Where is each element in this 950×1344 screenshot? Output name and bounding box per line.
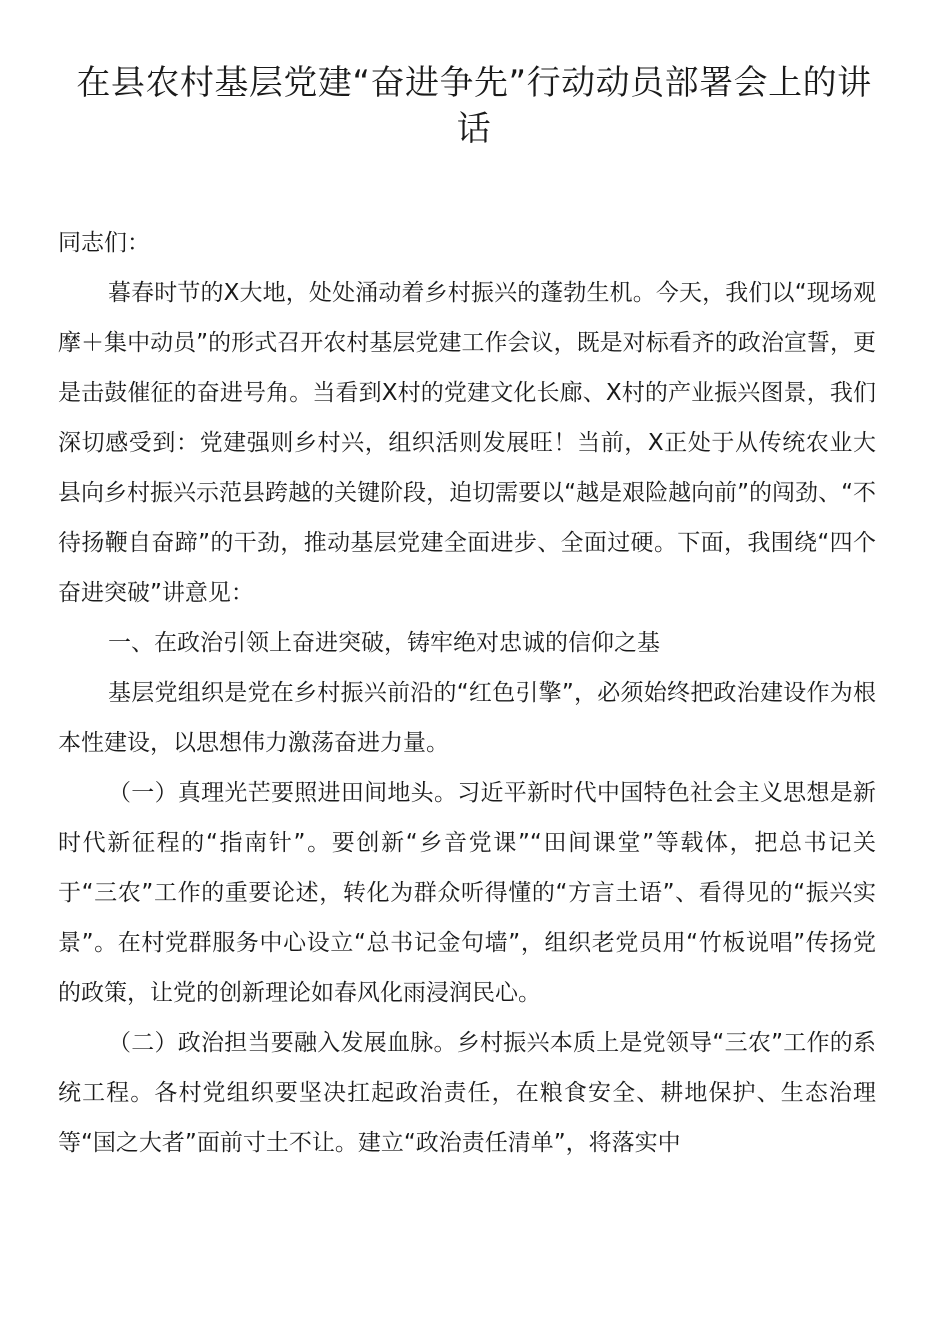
body-paragraph: 基层党组织是党在乡村振兴前沿的“红色引擎”，必须始终把政治建设作为根本性建设，以思想伟力激荡奋进力量。 <box>58 680 876 756</box>
document-title: 在县农村基层党建“奋进争先”行动动员部署会上的讲话 <box>76 63 872 149</box>
section-heading: 一、在政治引领上奋进突破，铸牢绝对忠诚的信仰之基 <box>108 630 660 656</box>
body-paragraph: （一）真理光芒要照进田间地头。习近平新时代中国特色社会主义思想是新时代新征程的“指南针”。要创新“乡音党课”“田间课堂”等载体，把总书记关于“三农”工作的重要论述，转化为群众听得懂的“方言土语”、看得见的“振兴实景”。在村党群服务中心设立“总书记金句墙”，组织老党员用“竹板说唱”传扬党的政策，让党的创新理论如春风化雨浸润民心。 <box>58 780 876 1006</box>
salutation: 同志们： <box>58 230 150 256</box>
body-paragraph: （二）政治担当要融入发展血脉。乡村振兴本质上是党领导“三农”工作的系统工程。各村党组织要坚决扛起政治责任，在粮食安全、耕地保护、生态治理等“国之大者”面前寸土不让。建立“政治责任清单”，将落实中 <box>58 1030 876 1156</box>
body-paragraph: 暮春时节的X大地，处处涌动着乡村振兴的蓬勃生机。今天，我们以“现场观摩＋集中动员”的形式召开农村基层党建工作会议，既是对标看齐的政治宣誓，更是击鼓催征的奋进号角。当看到X村的党建文化长廊、X村的产业振兴图景，我们深切感受到：党建强则乡村兴，组织活则发展旺！当前，X正处于从传统农业大县向乡村振兴示范县跨越的关键阶段，迫切需要以“越是艰险越向前”的闯劲、“不待扬鞭自奋蹄”的干劲，推动基层党建全面进步、全面过硬。下面，我围绕“四个奋进突破”讲意见： <box>58 280 876 606</box>
document-body <box>58 218 876 1168</box>
